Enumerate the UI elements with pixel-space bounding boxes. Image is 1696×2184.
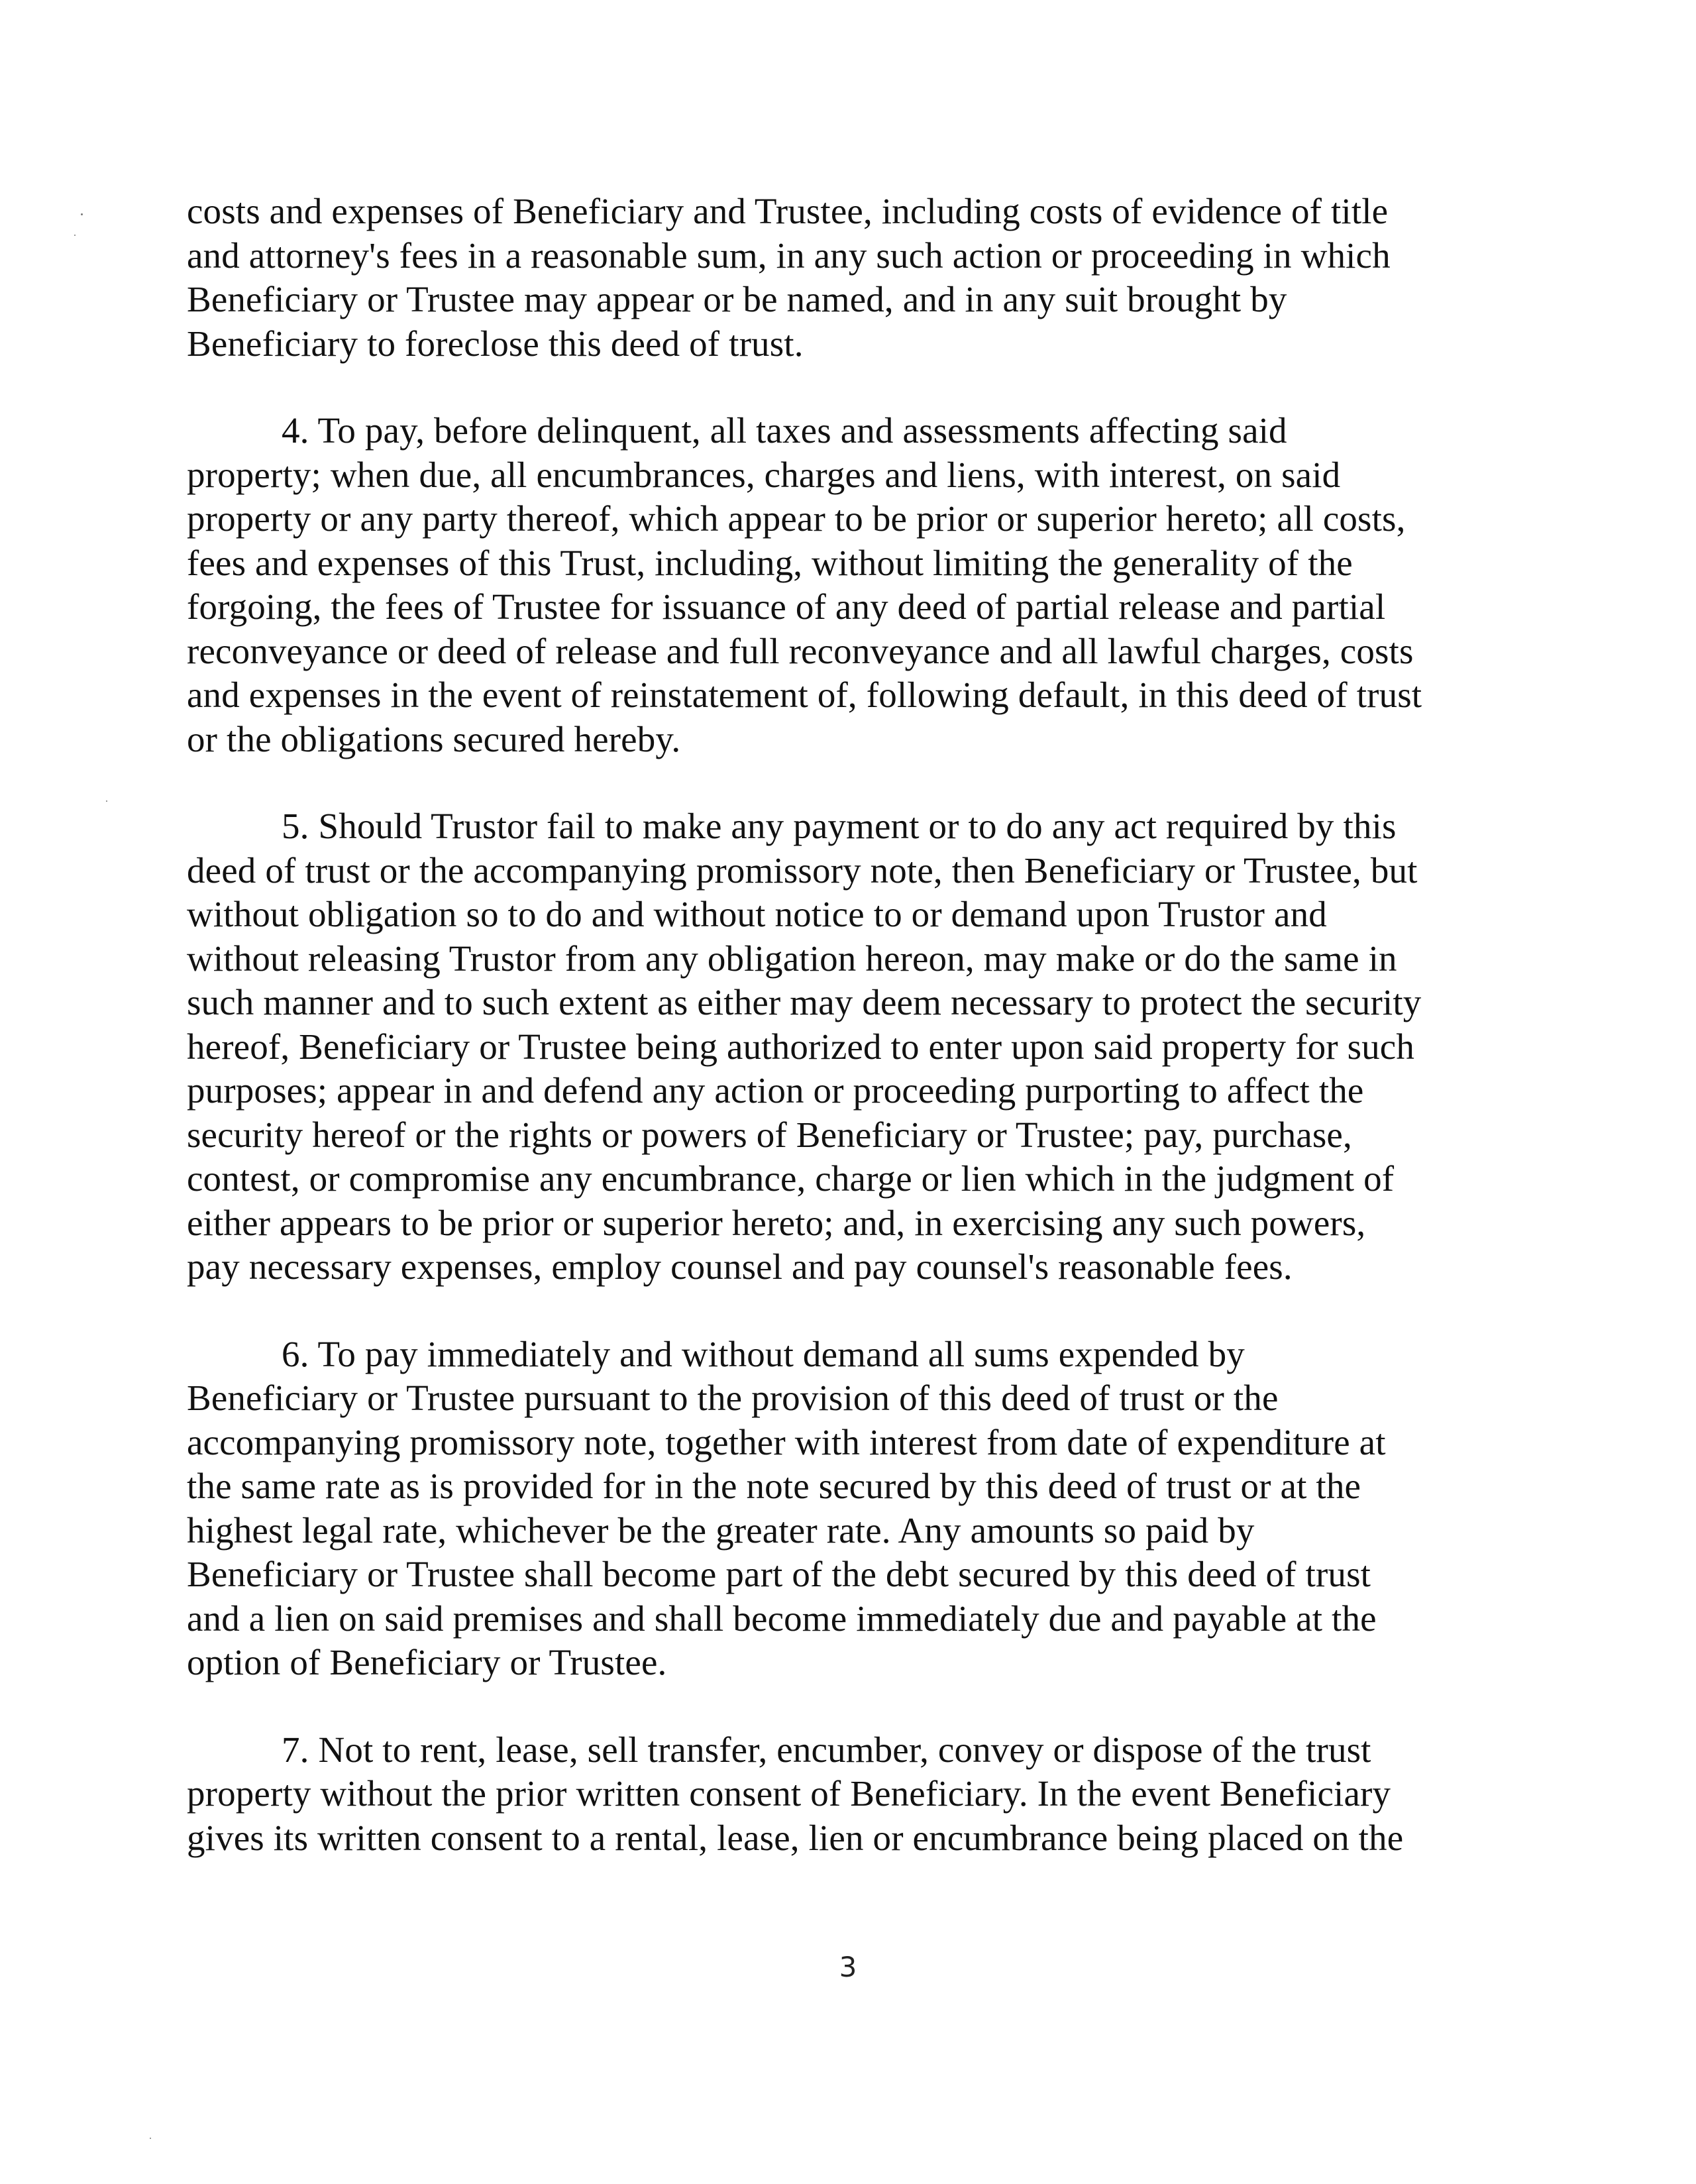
text-line: 6. To pay immediately and without demand all sums expended by xyxy=(282,1333,1245,1374)
text-line: deed of trust or the accompanying promissory note, then Beneficiary or Trustee, but xyxy=(187,849,1418,891)
paragraph-continuation xyxy=(187,190,1505,366)
paragraph-item-5 xyxy=(187,804,1505,1289)
text-line: Beneficiary to foreclose this deed of trust. xyxy=(187,323,804,364)
page-number: 3 xyxy=(839,1951,857,1983)
text-line: Beneficiary or Trustee shall become part of the debt secured by this deed of trust xyxy=(187,1554,1371,1594)
text-line: property; when due, all encumbrances, charges and liens, with interest, on said xyxy=(187,454,1341,495)
paragraph-item-6 xyxy=(187,1333,1505,1685)
text-line: without releasing Trustor from any obligation hereon, may make or do the same in xyxy=(187,938,1397,979)
text-line: property without the prior written consent of Beneficiary. In the event Beneficiary xyxy=(187,1773,1391,1814)
document-body xyxy=(187,190,1505,1860)
scan-speck xyxy=(81,213,83,215)
text-line: and expenses in the event of reinstatement of, following default, in this deed of trust xyxy=(187,675,1422,715)
scan-speck xyxy=(74,235,76,236)
text-line: hereof, Beneficiary or Trustee being authorized to enter upon said property for such xyxy=(187,1026,1415,1067)
text-line: and a lien on said premises and shall become immediately due and payable at the xyxy=(187,1598,1377,1639)
text-line: contest, or compromise any encumbrance, charge or lien which in the judgment of xyxy=(187,1158,1395,1199)
text-line: 4. To pay, before delinquent, all taxes and assessments affecting said xyxy=(282,410,1287,451)
text-line: fees and expenses of this Trust, including, without limiting the generality of the xyxy=(187,542,1353,583)
text-line: 7. Not to rent, lease, sell transfer, encumber, convey or dispose of the trust xyxy=(282,1729,1371,1770)
text-line: accompanying promissory note, together with interest from date of expenditure at xyxy=(187,1421,1386,1462)
text-line: costs and expenses of Beneficiary and Trustee, including costs of evidence of title xyxy=(187,191,1389,231)
text-line: property or any party thereof, which appear to be prior or superior hereto; all costs, xyxy=(187,498,1406,539)
text-line: the same rate as is provided for in the note secured by this deed of trust or at the xyxy=(187,1466,1361,1506)
scan-speck xyxy=(106,800,107,802)
text-line: such manner and to such extent as either may deem necessary to protect the security xyxy=(187,982,1422,1022)
text-line: pay necessary expenses, employ counsel and pay counsel's reasonable fees. xyxy=(187,1246,1293,1287)
text-line: option of Beneficiary or Trustee. xyxy=(187,1642,667,1682)
paragraph-item-4 xyxy=(187,409,1505,761)
text-line: reconveyance or deed of release and full reconveyance and all lawful charges, costs xyxy=(187,630,1414,671)
text-line: highest legal rate, whichever be the greater rate. Any amounts so paid by xyxy=(187,1509,1255,1551)
text-line: Beneficiary or Trustee may appear or be named, and in any suit brought by xyxy=(187,279,1287,319)
text-line: security hereof or the rights or powers of Beneficiary or Trustee; pay, purchase, xyxy=(187,1114,1352,1155)
text-line: without obligation so to do and without notice to or demand upon Trustor and xyxy=(187,894,1327,934)
text-line: 5. Should Trustor fail to make any payment or to do any act required by this xyxy=(282,806,1397,846)
text-line: either appears to be prior or superior hereto; and, in exercising any such powers, xyxy=(187,1202,1366,1243)
text-line: and attorney's fees in a reasonable sum, in any such action or proceeding in which xyxy=(187,235,1391,276)
text-line: purposes; appear in and defend any action or proceeding purporting to affect the xyxy=(187,1070,1364,1111)
scan-speck xyxy=(150,2138,151,2139)
text-line: Beneficiary or Trustee pursuant to the provision of this deed of trust or the xyxy=(187,1378,1279,1418)
paragraph-item-7 xyxy=(187,1728,1505,1861)
text-line: gives its written consent to a rental, lease, lien or encumbrance being placed on the xyxy=(187,1817,1404,1858)
text-line: or the obligations secured hereby. xyxy=(187,718,681,759)
text-line: forgoing, the fees of Trustee for issuance of any deed of partial release and partial xyxy=(187,586,1386,627)
